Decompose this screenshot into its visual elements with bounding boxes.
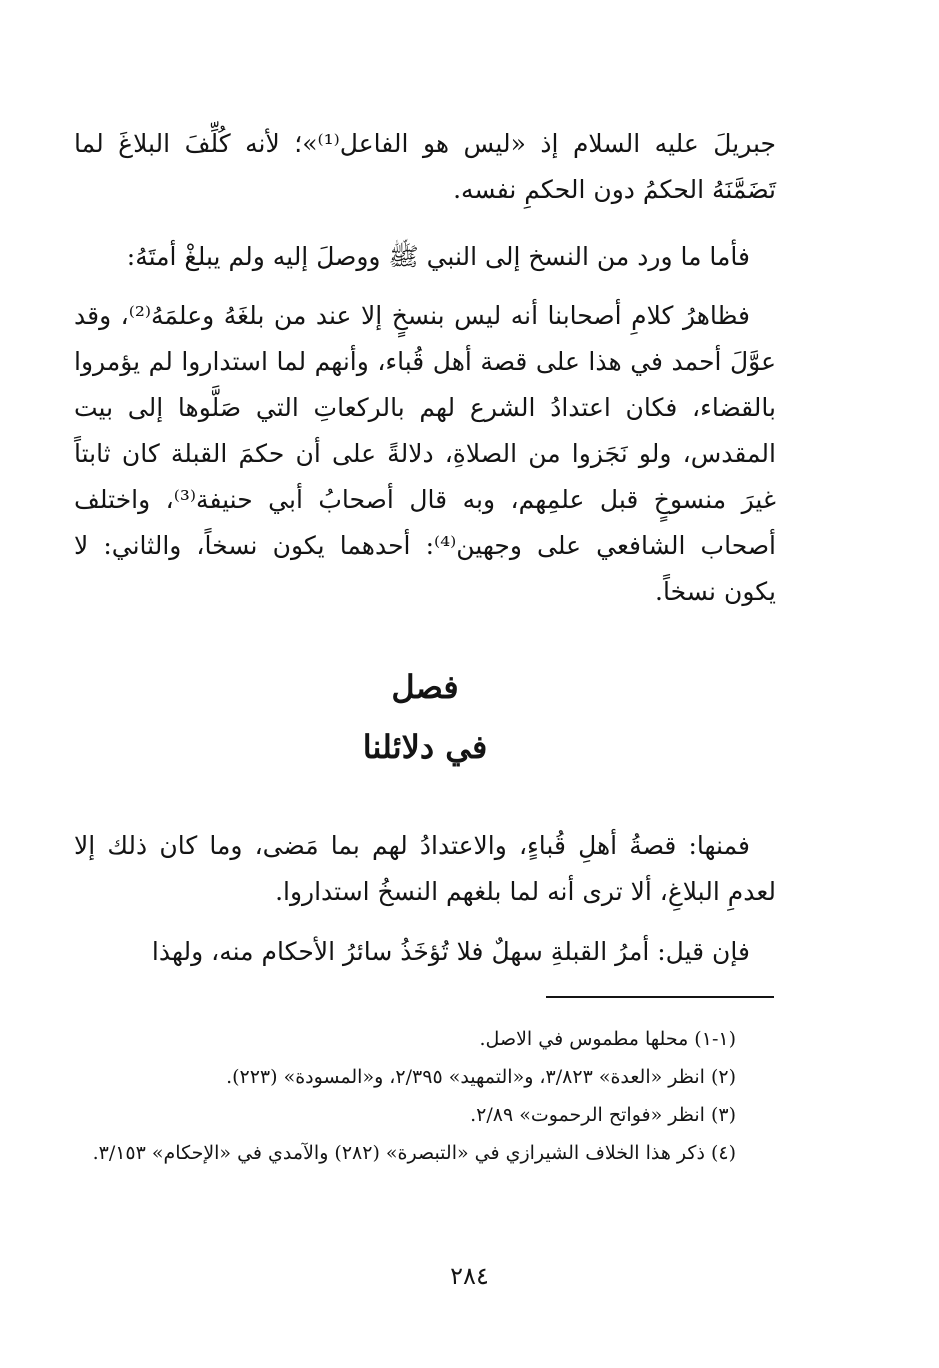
paragraph-companions-opinion: فظاهرُ كلامِ أصحابنا أنه ليس بنسخٍ إلا عند من بلغَهُ وعلمَهُ⁽²⁾، وقد عوَّلَ أحمد في هذا على قصة أهل قُباء، وأنهم لما استداروا لم يؤمروا بالقضاء، فكان اعتدادُ الشرع لهم بالركعاتِ التي صَلَّوها إلى بيت المقدس، ولو نَجَزوا من الصلاةِ، دلالةً على أن حكمَ القبلة كان ثابتاً غيرَ منسوخٍ قبل علمِهم، وبه قال أصحابُ أبي حنيفة⁽³⁾، واختلف أصحاب الشافعي على وجهين⁽⁴⁾: أحدهما يكون نسخاً، والثاني: لا يكون نسخاً. [74,301,777,606]
footnote-4: (٤) ذكر هذا الخلاف الشيرازي في «التبصرة» (٢٨٢) والآمدي في «الإحكام» ٣/١٥٣. [92,1142,736,1164]
page-number: ٢٨٤ [450,1262,489,1290]
footnotes [68,1020,736,1172]
footnote-1: (١-١) محلها مطموس في الاصل. [479,1028,736,1050]
paragraph-unreached-abrogation: فأما ما ورد من النسخ إلى النبي ﷺ ووصلَ إليه ولم يبلغْ أمتَهُ: [126,242,750,271]
footnote-divider [546,996,774,998]
footnote-2: (٢) انظر «العدة» ٣/٨٢٣، و«التمهيد» ٢/٣٩٥، و«المسودة» (٢٢٣). [226,1066,736,1088]
section-heading: فصل [391,668,459,706]
paragraph-evidence: فمنها: قصةُ أهلِ قُباءٍ، والاعتدادُ لهم بما مَضى، وما كان ذلك إلا لعدمِ البلاغِ، ألا ترى أنه لما بلغهم النسخُ استداروا. [74,831,776,906]
footnote-3: (٣) انظر «فواتح الرحموت» ٢/٨٩. [470,1104,736,1126]
section-subheading: في دلائلنا [362,728,488,766]
paragraph-continuation: جبريلَ عليه السلام إذ «ليس هو الفاعل⁽¹⁾»؛ لأنه كُلِّفَ البلاغَ لما تَضَمَّنَهُ الحكمُ دون الحكمِ نفسه. [74,129,776,204]
paragraph-objection: فإن قيل: أمرُ القبلةِ سهلٌ فلا تُؤخَذُ سائرُ الأحكام منه، ولهذا [151,937,750,966]
